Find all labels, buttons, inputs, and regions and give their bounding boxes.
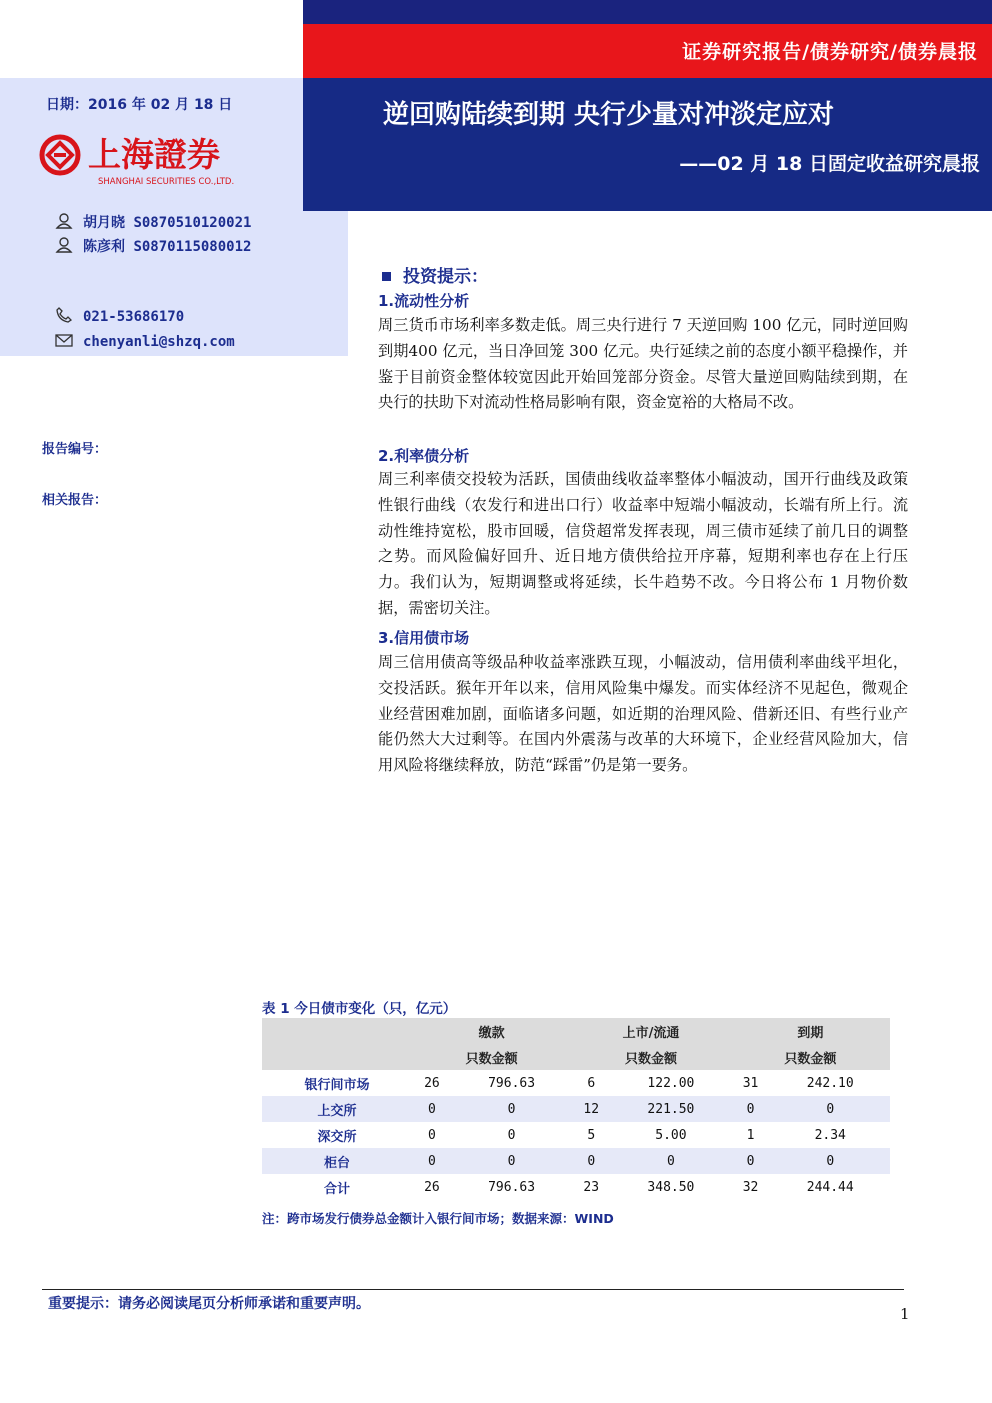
table-sub-header: 只数金额 bbox=[412, 1044, 571, 1070]
table-cell: 23 bbox=[583, 1179, 600, 1195]
report-category: 证券研究报告/债券研究/债券晨报 bbox=[682, 41, 978, 63]
table-cell: 221.50 bbox=[611, 1096, 731, 1122]
table-header-cell bbox=[262, 1018, 412, 1044]
table-cell: 244.44 bbox=[806, 1179, 854, 1195]
analyst-name: 胡月晓 bbox=[83, 215, 125, 231]
table-cell: 26 bbox=[424, 1179, 440, 1195]
section-title-rate-bonds: 2.利率债分析 bbox=[378, 447, 470, 465]
investment-tips-heading bbox=[382, 262, 488, 287]
table-cell: 0 bbox=[452, 1148, 572, 1174]
person-icon bbox=[55, 213, 73, 229]
section-title-liquidity: 1.流动性分析 bbox=[378, 292, 470, 310]
table-row bbox=[262, 1122, 890, 1148]
table-group-header: 缴款 bbox=[412, 1018, 571, 1044]
section-text-rate-bonds: 周三利率债交投较为活跃，国债曲线收益率整体小幅波动，国开行曲线及政策性银行曲线（农发行和进出口行）收益率中短端小幅波动，长端有所上行。流动性维持宽松，股市回暖，信贷超常发挥表现，周三债市延续了前几日的调整之势。而风险偏好回升、近日地方债供给拉开序幕，短期利率也存在上行压力。我们认为，短期调整或将延续，长牛趋势不改。今日将公布 1 月物价数据，需密切关注。 bbox=[378, 470, 908, 617]
table-row bbox=[262, 1070, 890, 1096]
report-number-label: 报告编号： bbox=[42, 442, 108, 457]
page-number: 1 bbox=[900, 1305, 910, 1323]
table-cell: 796.63 bbox=[488, 1179, 536, 1195]
table-header-cell bbox=[262, 1044, 412, 1070]
email-address[interactable]: chenyanli@shzq.com bbox=[83, 334, 235, 350]
header-top-bar bbox=[303, 0, 992, 24]
table-cell: 0 bbox=[731, 1096, 771, 1122]
analyst-code: S0870115080012 bbox=[133, 239, 252, 255]
row-label: 上交所 bbox=[262, 1096, 412, 1122]
table-cell: 0 bbox=[452, 1096, 572, 1122]
table-cell: 0 bbox=[571, 1148, 611, 1174]
category-banner bbox=[303, 24, 992, 78]
table-cell: 5 bbox=[587, 1127, 596, 1143]
analyst-name: 陈彦利 bbox=[83, 239, 125, 255]
analyst-2 bbox=[55, 236, 251, 256]
table-cell: 796.63 bbox=[488, 1075, 536, 1091]
report-title: 逆回购陆续到期 央行少量对冲淡定应对 bbox=[383, 100, 835, 130]
row-label: 银行间市场 bbox=[304, 1077, 370, 1093]
section-text-credit-bonds: 周三信用债高等级品种收益率涨跌互现，小幅波动，信用债利率曲线平坦化，交投活跃。猴年开年以来，信用风险集中爆发。而实体经济不见起色，微观企业经营困难加剧，面临诸多问题，如近期的治理风险、借新还旧、有些行业产能仍然大大过剩等。在国内外震荡与改革的大环境下，企业经营风险加大，信用风险将继续释放，防范“踩雷”仍是第一要务。 bbox=[378, 653, 908, 775]
table-cell: 0 bbox=[412, 1096, 452, 1122]
table-cell: 26 bbox=[424, 1075, 440, 1091]
analyst-1 bbox=[55, 212, 251, 232]
investment-tips-title: 投资提示： bbox=[403, 267, 488, 287]
svg-text:SHANGHAI SECURITIES CO.,LTD.: SHANGHAI SECURITIES CO.,LTD. bbox=[98, 177, 235, 187]
table-subheader-row bbox=[262, 1044, 890, 1070]
table-group-header: 上市/流通 bbox=[571, 1018, 730, 1044]
report-subtitle: ——02 月 18 日固定收益研究晨报 bbox=[679, 153, 980, 175]
table-note: 注：跨市场发行债券总金额计入银行间市场；数据来源：WIND bbox=[262, 1211, 614, 1226]
title-banner bbox=[303, 78, 992, 211]
table-cell: 1 bbox=[746, 1127, 755, 1143]
row-label: 柜台 bbox=[262, 1148, 412, 1174]
email-line bbox=[55, 332, 235, 350]
table-cell: 6 bbox=[587, 1075, 596, 1091]
table-row-total bbox=[262, 1174, 890, 1200]
svg-text:上海證券: 上海證券 bbox=[88, 135, 220, 174]
table-cell: 348.50 bbox=[647, 1179, 695, 1195]
table-sub-header: 只数金额 bbox=[571, 1044, 730, 1070]
bond-market-table bbox=[262, 1018, 890, 1200]
company-logo bbox=[38, 130, 278, 188]
section-title-credit-bonds: 3.信用债市场 bbox=[378, 629, 470, 647]
bullet-square-icon bbox=[382, 272, 391, 281]
table-cell: 0 bbox=[428, 1127, 436, 1143]
table-cell: 32 bbox=[742, 1179, 759, 1195]
table-caption: 表 1 今日债市变化（只，亿元） bbox=[262, 1001, 457, 1017]
section-text-liquidity: 周三货币市场利率多数走低。周三央行进行 7 天逆回购 100 亿元，同时逆回购到期400 亿元，当日净回笼 300 亿元。央行延续之前的态度小额平稳操作，并鉴于目前资金整体较宽因此开始回笼部分资金。尽管大量逆回购陆续到期，在央行的扶助下对流动性格局影响有限，资金宽裕的大格局不改。 bbox=[378, 316, 908, 412]
table-cell: 0 bbox=[412, 1148, 452, 1174]
phone-number: 021-53686170 bbox=[83, 309, 185, 325]
envelope-icon bbox=[55, 332, 73, 348]
table-row bbox=[262, 1148, 890, 1174]
table-cell: 0 bbox=[611, 1148, 731, 1174]
row-label: 深交所 bbox=[317, 1129, 357, 1145]
logo-emblem-icon bbox=[38, 130, 278, 188]
report-date: 日期：2016 年 02 月 18 日 bbox=[46, 97, 233, 113]
footer-disclaimer: 重要提示：请务必阅读尾页分析师承诺和重要声明。 bbox=[48, 1296, 370, 1312]
table-header-row bbox=[262, 1018, 890, 1044]
table-cell: 0 bbox=[770, 1096, 890, 1122]
table-sub-header: 只数金额 bbox=[731, 1044, 890, 1070]
related-reports-label: 相关报告： bbox=[42, 493, 108, 508]
phone-icon bbox=[55, 307, 73, 323]
table-cell: 2.34 bbox=[814, 1127, 846, 1143]
footer-divider bbox=[42, 1289, 904, 1290]
table-group-header: 到期 bbox=[731, 1018, 890, 1044]
person-icon bbox=[55, 237, 73, 253]
table-cell: 0 bbox=[507, 1127, 516, 1143]
row-label: 合计 bbox=[323, 1181, 350, 1197]
table-cell: 0 bbox=[731, 1148, 771, 1174]
table-cell: 242.10 bbox=[806, 1075, 854, 1091]
phone-line bbox=[55, 307, 184, 325]
table-cell: 5.00 bbox=[655, 1127, 687, 1143]
table-cell: 12 bbox=[571, 1096, 611, 1122]
table-cell: 31 bbox=[742, 1075, 759, 1091]
table-cell: 0 bbox=[770, 1148, 890, 1174]
table-row bbox=[262, 1096, 890, 1122]
table-cell: 122.00 bbox=[647, 1075, 695, 1091]
analyst-code: S0870510120021 bbox=[133, 215, 252, 231]
